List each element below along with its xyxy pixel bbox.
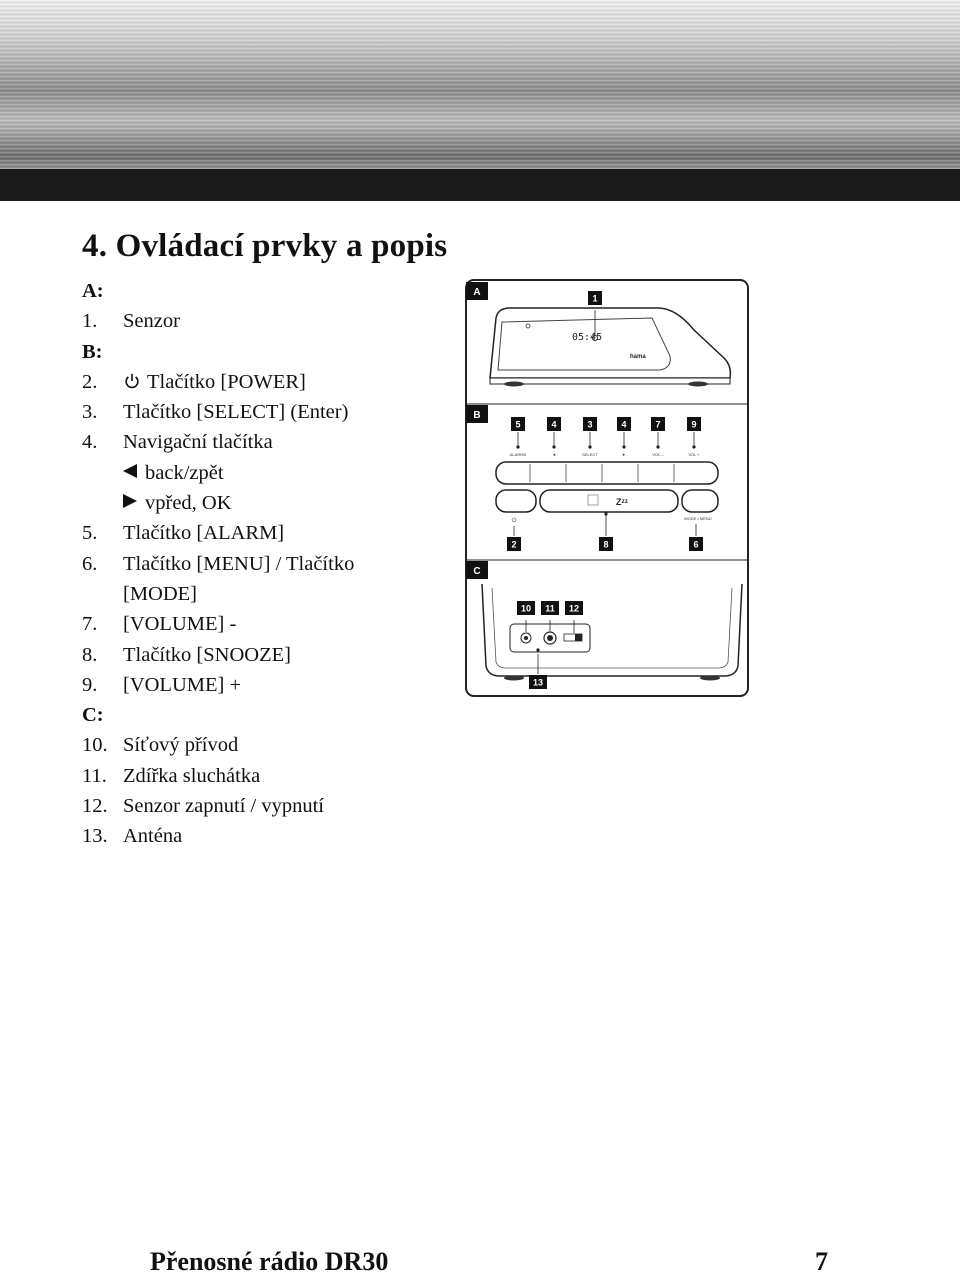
list-item	[82, 427, 462, 457]
item-text	[123, 791, 324, 821]
item-text	[123, 306, 180, 336]
item-label: Navigační tlačítka	[123, 431, 273, 454]
svg-text:⏻: ⏻	[511, 517, 517, 524]
item-label: [MODE]	[123, 582, 198, 605]
item-text	[123, 367, 306, 397]
svg-text:hama: hama	[630, 354, 646, 360]
list-item	[82, 458, 462, 488]
callout-number: 12	[568, 603, 580, 614]
list-item	[82, 791, 462, 821]
triangle-left-icon	[123, 464, 137, 478]
callout-number: 2	[511, 539, 517, 550]
list-item	[82, 306, 462, 336]
item-number: 7.	[82, 613, 98, 636]
item-text	[123, 640, 291, 670]
callout-number: 4	[551, 419, 557, 430]
callout-number: 1	[592, 293, 598, 304]
item-label: Tlačítko [POWER]	[147, 370, 306, 393]
callout-number: 6	[693, 539, 699, 550]
callout-number: 8	[603, 539, 609, 550]
button-label: ►	[622, 452, 626, 457]
list-item	[82, 488, 462, 518]
controls-list	[82, 276, 462, 852]
item-number: 1.	[82, 310, 98, 333]
item-number: 5.	[82, 522, 98, 545]
item-number: 12.	[82, 795, 108, 818]
page-title: 4. Ovládací prvky a popis	[82, 228, 448, 264]
item-number: 9.	[82, 673, 98, 696]
item-label: Anténa	[123, 825, 183, 848]
triangle-right-icon	[123, 494, 137, 508]
callout-number: 10	[520, 603, 532, 614]
item-label: back/zpět	[145, 461, 224, 484]
item-text	[123, 458, 224, 488]
item-label: Tlačítko [SELECT] (Enter)	[123, 401, 349, 424]
item-number: 4.	[82, 431, 98, 454]
callout-number: 4	[621, 419, 627, 430]
button-label: VOL –	[652, 452, 664, 457]
header-band	[0, 0, 960, 201]
item-text	[123, 670, 241, 700]
item-text	[123, 761, 260, 791]
item-number: B:	[82, 340, 103, 363]
section-label-c	[466, 561, 488, 579]
section-label-b	[466, 405, 488, 423]
list-item	[82, 579, 462, 609]
item-text	[123, 579, 197, 609]
item-text	[123, 730, 238, 760]
item-label: [VOLUME] +	[123, 673, 242, 696]
item-number: 6.	[82, 552, 98, 575]
item-number: 2.	[82, 370, 98, 393]
list-item	[82, 761, 462, 791]
item-label: vpřed, OK	[145, 492, 232, 515]
item-text	[123, 488, 232, 518]
item-label: Tlačítko [ALARM]	[123, 522, 285, 545]
svg-text:05:45: 05:45	[572, 332, 603, 343]
item-text	[123, 821, 182, 851]
list-item	[82, 640, 462, 670]
list-item	[82, 549, 462, 579]
item-number: 3.	[82, 401, 98, 424]
item-text	[123, 518, 284, 548]
svg-text:C: C	[473, 566, 481, 577]
item-label: [VOLUME] -	[123, 613, 237, 636]
callout-number: 3	[587, 419, 593, 430]
device-diagram	[462, 278, 752, 700]
button-label: ALARMS	[509, 452, 527, 457]
item-text	[123, 609, 236, 639]
list-item	[82, 397, 462, 427]
item-number: 11.	[82, 764, 107, 787]
page-number: 7	[815, 1247, 828, 1276]
list-item	[82, 367, 462, 397]
item-label: Síťový přívod	[123, 734, 239, 757]
power-icon	[123, 372, 141, 390]
item-number: C:	[82, 704, 104, 727]
section-heading	[82, 700, 462, 730]
list-item	[82, 518, 462, 548]
callout-number: 13	[532, 677, 544, 688]
button-label: VOL +	[688, 452, 700, 457]
button-label: ◄	[552, 452, 556, 457]
button-label: SELECT	[582, 452, 598, 457]
item-number: 13.	[82, 825, 108, 848]
section-heading	[82, 337, 462, 367]
section-label-a	[466, 282, 488, 300]
item-label: Tlačítko [MENU] / Tlačítko	[123, 552, 355, 575]
svg-text:MODE • MENU: MODE • MENU	[684, 516, 712, 521]
callout-number: 9	[691, 419, 697, 430]
item-text	[123, 427, 273, 457]
item-number: 10.	[82, 734, 108, 757]
svg-text:A: A	[473, 287, 481, 298]
item-text	[123, 397, 348, 427]
item-text	[123, 549, 354, 579]
svg-text:Zᶻᶻ: Zᶻᶻ	[616, 497, 629, 507]
item-number: 8.	[82, 643, 98, 666]
item-label: Zdířka sluchátka	[123, 764, 261, 787]
section-heading	[82, 276, 462, 306]
footer-title: Přenosné rádio DR30	[150, 1247, 389, 1276]
item-label: Senzor zapnutí / vypnutí	[123, 795, 324, 818]
callout-number: 7	[655, 419, 661, 430]
callout-number: 5	[515, 419, 521, 430]
item-label: Tlačítko [SNOOZE]	[123, 643, 291, 666]
svg-text:B: B	[473, 410, 481, 421]
item-label: Senzor	[123, 310, 180, 333]
callout-number: 11	[545, 603, 555, 614]
list-item	[82, 821, 462, 851]
list-item	[82, 670, 462, 700]
item-number: A:	[82, 280, 104, 302]
list-item	[82, 730, 462, 760]
list-item	[82, 609, 462, 639]
